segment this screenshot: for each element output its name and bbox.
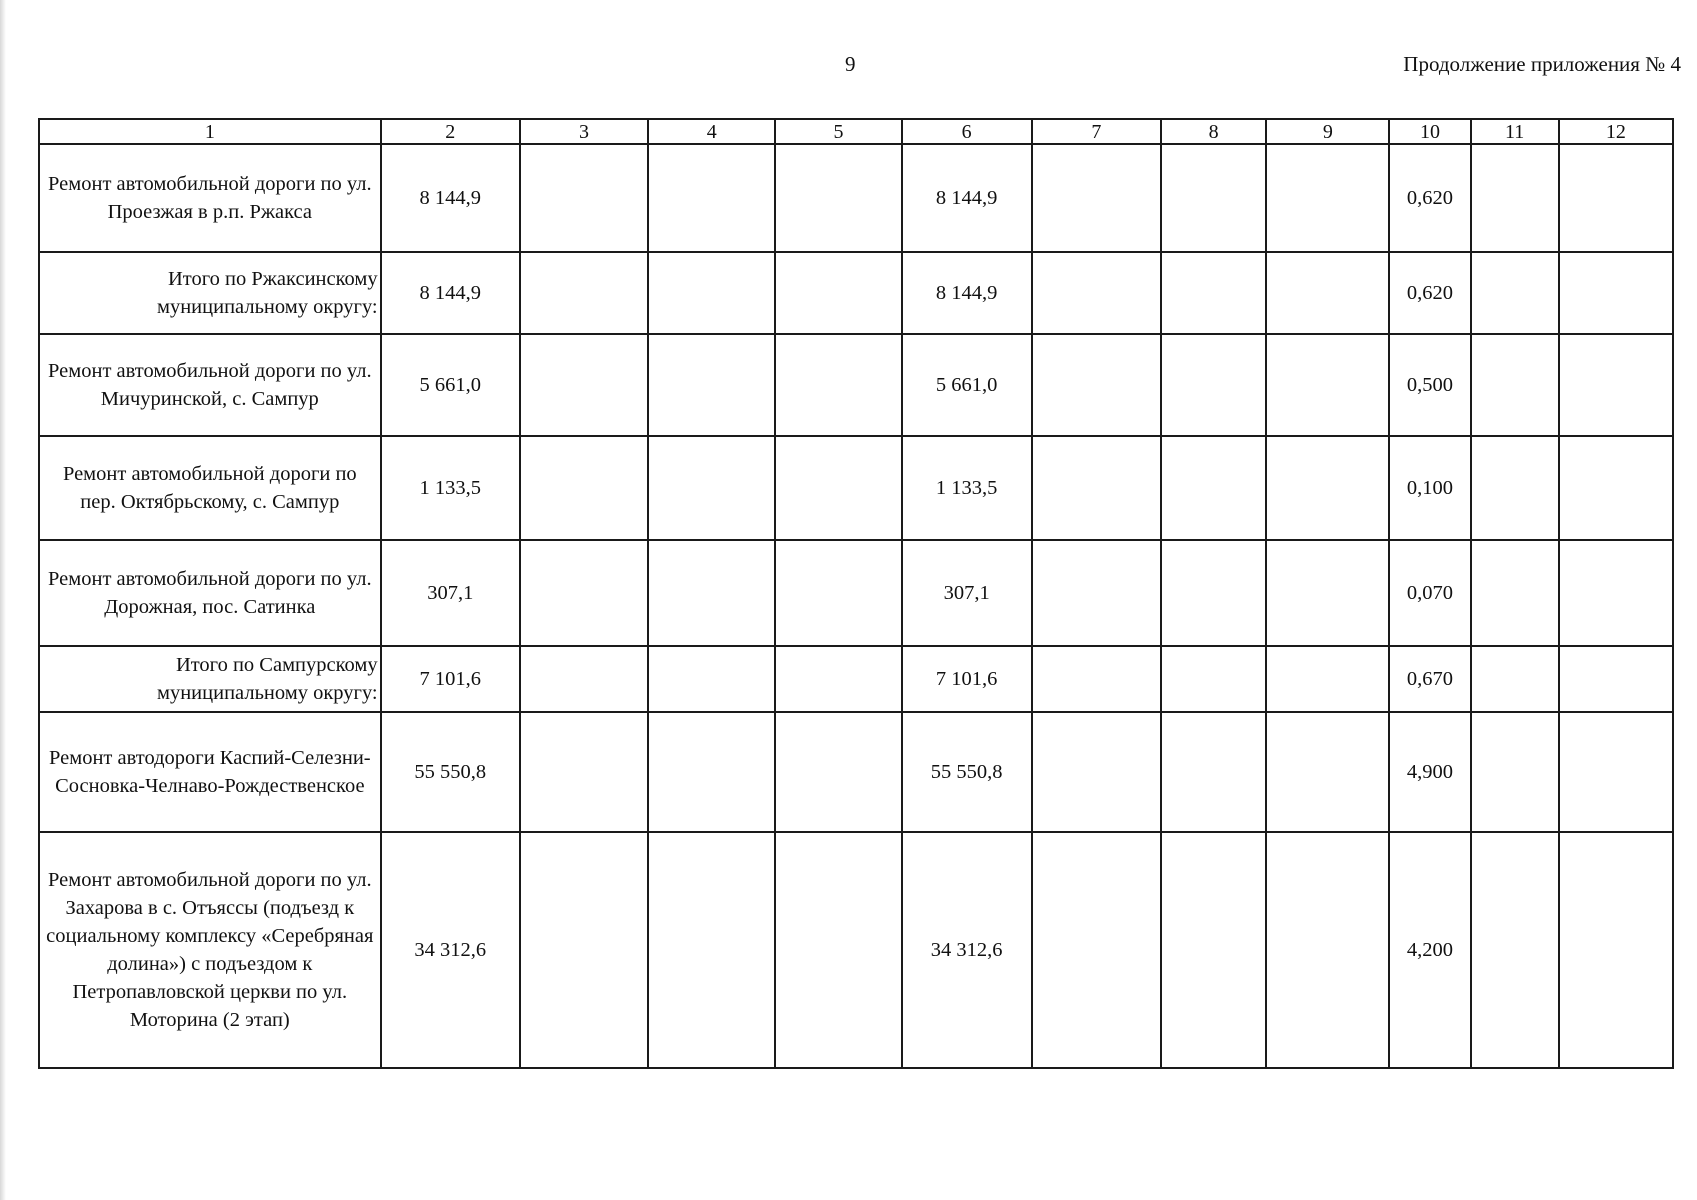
column-header: 11	[1471, 119, 1559, 144]
value-cell: 34 312,6	[902, 832, 1032, 1068]
value-cell	[1471, 540, 1559, 646]
value-cell: 5 661,0	[902, 334, 1032, 436]
value-cell: 55 550,8	[902, 712, 1032, 832]
value-cell	[520, 540, 648, 646]
value-cell: 5 661,0	[381, 334, 520, 436]
value-cell	[775, 646, 901, 712]
value-cell: 1 133,5	[902, 436, 1032, 540]
table-row	[39, 436, 1673, 540]
value-cell: 4,200	[1389, 832, 1470, 1068]
column-header: 7	[1032, 119, 1161, 144]
value-cell	[775, 334, 901, 436]
scan-edge	[0, 0, 6, 1200]
road-name-cell: Ремонт автомобильной дороги по пер. Октябрьскому, с. Сампур	[39, 436, 381, 540]
road-name-cell: Ремонт автомобильной дороги по ул. Мичуринской, с. Сампур	[39, 334, 381, 436]
appendix-caption: Продолжение приложения № 4	[1403, 52, 1681, 76]
value-cell	[1471, 712, 1559, 832]
column-header: 8	[1161, 119, 1266, 144]
road-name-cell: Ремонт автомобильной дороги по ул. Захарова в с. Отъяссы (подъезд к социальному комплексу «Серебряная долина») с подъездом к Петропавловской церкви по ул. Моторина (2 этап)	[39, 832, 381, 1068]
value-cell	[648, 334, 775, 436]
data-table	[38, 118, 1674, 1069]
value-cell	[648, 144, 775, 252]
value-cell	[648, 712, 775, 832]
value-cell: 55 550,8	[381, 712, 520, 832]
value-cell	[648, 252, 775, 334]
road-name-cell: Ремонт автомобильной дороги по ул. Проезжая в р.п. Ржакса	[39, 144, 381, 252]
value-cell: 8 144,9	[902, 144, 1032, 252]
value-cell	[1266, 832, 1389, 1068]
value-cell	[1266, 252, 1389, 334]
value-cell: 8 144,9	[902, 252, 1032, 334]
value-cell: 8 144,9	[381, 144, 520, 252]
value-cell	[1161, 712, 1266, 832]
value-cell	[1032, 540, 1161, 646]
value-cell: 0,100	[1389, 436, 1470, 540]
column-header: 10	[1389, 119, 1470, 144]
road-name-cell: Ремонт автомобильной дороги по ул. Дорожная, пос. Сатинка	[39, 540, 381, 646]
value-cell	[520, 334, 648, 436]
value-cell: 0,500	[1389, 334, 1470, 436]
value-cell	[1559, 832, 1673, 1068]
value-cell: 307,1	[902, 540, 1032, 646]
table-row-total	[39, 252, 1673, 334]
value-cell: 0,620	[1389, 252, 1470, 334]
total-label-cell: Итого по Ржаксинскому муниципальному округу:	[39, 252, 381, 334]
table-row	[39, 144, 1673, 252]
value-cell: 0,070	[1389, 540, 1470, 646]
value-cell	[520, 144, 648, 252]
road-name-cell: Ремонт автодороги Каспий-Селезни-Сосновка-Челнаво-Рождественское	[39, 712, 381, 832]
value-cell	[1161, 540, 1266, 646]
column-header: 6	[902, 119, 1032, 144]
value-cell	[1161, 252, 1266, 334]
value-cell	[648, 646, 775, 712]
value-cell	[1471, 646, 1559, 712]
value-cell: 307,1	[381, 540, 520, 646]
column-header: 5	[775, 119, 901, 144]
value-cell	[520, 832, 648, 1068]
value-cell	[1559, 540, 1673, 646]
value-cell	[1032, 252, 1161, 334]
value-cell	[1032, 712, 1161, 832]
value-cell	[1032, 144, 1161, 252]
value-cell	[648, 436, 775, 540]
value-cell	[1032, 334, 1161, 436]
column-header: 9	[1266, 119, 1389, 144]
value-cell	[1266, 144, 1389, 252]
value-cell: 8 144,9	[381, 252, 520, 334]
value-cell: 0,670	[1389, 646, 1470, 712]
table-row	[39, 540, 1673, 646]
value-cell	[1559, 252, 1673, 334]
value-cell: 7 101,6	[902, 646, 1032, 712]
value-cell	[1266, 334, 1389, 436]
value-cell	[1161, 436, 1266, 540]
value-cell	[1161, 334, 1266, 436]
table-row	[39, 334, 1673, 436]
value-cell	[1471, 252, 1559, 334]
page-number: 9	[845, 52, 856, 76]
value-cell	[1266, 540, 1389, 646]
value-cell	[1161, 832, 1266, 1068]
value-cell: 34 312,6	[381, 832, 520, 1068]
value-cell	[520, 712, 648, 832]
column-header: 2	[381, 119, 520, 144]
value-cell	[648, 540, 775, 646]
value-cell	[1559, 144, 1673, 252]
column-header: 12	[1559, 119, 1673, 144]
value-cell: 4,900	[1389, 712, 1470, 832]
value-cell	[1266, 646, 1389, 712]
table-row-total	[39, 646, 1673, 712]
value-cell	[775, 712, 901, 832]
table-row	[39, 712, 1673, 832]
value-cell	[520, 646, 648, 712]
value-cell	[1559, 436, 1673, 540]
value-cell	[1559, 334, 1673, 436]
value-cell	[1032, 646, 1161, 712]
value-cell	[1471, 832, 1559, 1068]
value-cell	[1032, 436, 1161, 540]
value-cell	[775, 832, 901, 1068]
value-cell	[1471, 436, 1559, 540]
value-cell	[1161, 646, 1266, 712]
value-cell	[775, 436, 901, 540]
column-header: 4	[648, 119, 775, 144]
value-cell	[1559, 712, 1673, 832]
value-cell	[1266, 712, 1389, 832]
value-cell	[1471, 334, 1559, 436]
table-row	[39, 832, 1673, 1068]
value-cell	[520, 436, 648, 540]
value-cell	[1032, 832, 1161, 1068]
value-cell	[1161, 144, 1266, 252]
value-cell	[775, 540, 901, 646]
column-header: 3	[520, 119, 648, 144]
value-cell	[775, 252, 901, 334]
value-cell: 0,620	[1389, 144, 1470, 252]
value-cell	[1266, 436, 1389, 540]
value-cell	[520, 252, 648, 334]
column-number-row	[39, 119, 1673, 144]
value-cell	[648, 832, 775, 1068]
value-cell	[1471, 144, 1559, 252]
value-cell	[1559, 646, 1673, 712]
value-cell	[775, 144, 901, 252]
total-label-cell: Итого по Сампурскому муниципальному округу:	[39, 646, 381, 712]
value-cell: 1 133,5	[381, 436, 520, 540]
column-header: 1	[39, 119, 381, 144]
value-cell: 7 101,6	[381, 646, 520, 712]
